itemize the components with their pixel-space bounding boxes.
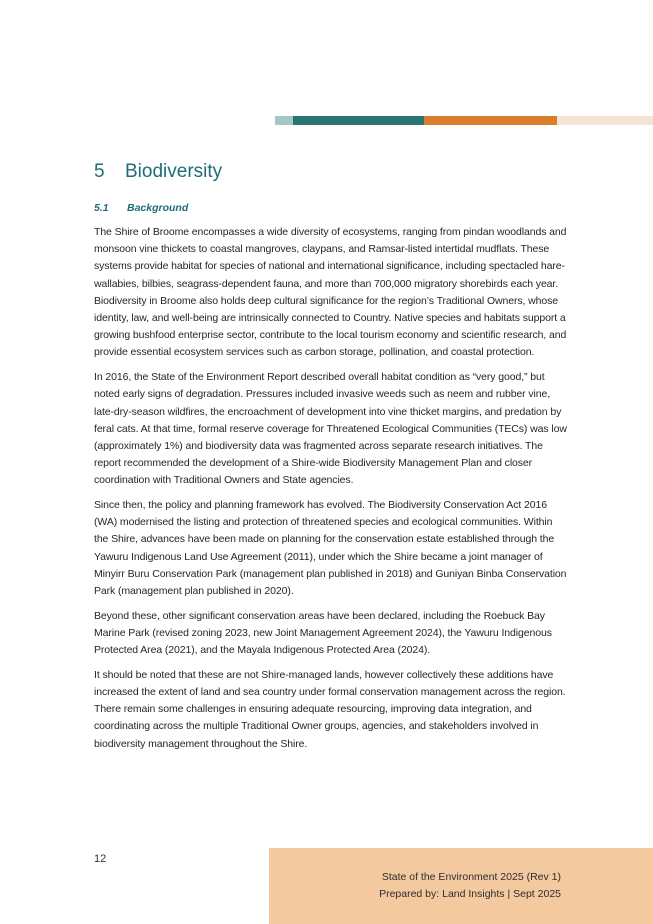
- paragraph-3: Since then, the policy and planning framework has evolved. The Biodiversity Conservation Act 2016 (WA) modernised the listing and protection of threatened species and ecological communities. Within the Shire, advances have been made on planning for the conservation estate established through the Yawuru Indigenous Land Use Agreement (2011), under which the Shire became a joint manager of Minyirr Buru Conservation Park (management plan published in 2018) and Guniyan Binba Conservation Park (management plan published in 2020).: [94, 499, 567, 598]
- section-number: 5: [94, 161, 105, 182]
- paragraph-1: The Shire of Broome encompasses a wide diversity of ecosystems, ranging from pindan woodlands and monsoon vine thickets to coastal mangroves, claypans, and Ramsar-listed intertidal mudflats. These systems provide habitat for species of national and international significance, including spectacled hare-wallabies, bilbies, seagrass-dependent fauna, and more than 700,000 migratory shorebirds each year. Biodiversity in Broome also holds deep cultural significance for the region’s Traditional Owners, whose identity, law, and well-being are intrinsically connected to Country. Native species and habitats support a growing bushfood enterprise sector, contribute to the local tourism economy and scientific research, and provide essential ecosystem services such as carbon storage, pollination, and coastal protection.: [94, 226, 567, 359]
- header-color-band: [275, 116, 653, 125]
- section-title: Biodiversity: [125, 161, 223, 182]
- band-segment-teal: [293, 116, 424, 125]
- subsection-number: 5.1: [94, 202, 109, 214]
- band-segment-cream: [557, 116, 653, 125]
- band-segment-orange: [424, 116, 557, 125]
- subsection-title: Background: [127, 202, 189, 214]
- subsection-heading: [94, 202, 188, 214]
- section-heading: [94, 161, 222, 183]
- footer-box: [269, 848, 653, 924]
- footer-text: [379, 869, 561, 903]
- paragraph-5: It should be noted that these are not Shire-managed lands, however collectively these additions have increased the extent of land and sea country under formal conservation management across the region. There remain some challenges in ensuring adequate resourcing, improving data integration, and coordinating across the multiple Traditional Owner groups, agencies, and stakeholders involved in biodiversity management throughout the Shire.: [94, 668, 566, 750]
- paragraph-4: Beyond these, other significant conservation areas have been declared, including the Roebuck Bay Marine Park (revised zoning 2023, new Joint Management Agreement 2024), the Yawuru Indigenous Protected Area (2021), and the Mayala Indigenous Protected Area (2024).: [94, 609, 552, 657]
- body-text: [94, 224, 568, 760]
- band-segment-light-teal: [275, 116, 293, 125]
- prepared-by: Prepared by: Land Insights | Sept 2025: [379, 888, 561, 900]
- page-number: 12: [94, 853, 107, 865]
- paragraph-2: In 2016, the State of the Environment Report described overall habitat condition as “very good,” but noted early signs of degradation. Pressures included invasive weeds such as neem and rubber vine, late-dry-season wildfires, the encroachment of development into vine thicket margins, and predation by feral cats. At that time, formal reserve coverage for Threatened Ecological Communities (TECs) was low (approximately 1%) and biodiversity data was fragmented across separate research initiatives. The report recommended the development of a Shire-wide Biodiversity Management Plan and closer coordination with Traditional Owners and State agencies.: [94, 371, 567, 487]
- report-title: State of the Environment 2025 (Rev 1): [381, 871, 561, 883]
